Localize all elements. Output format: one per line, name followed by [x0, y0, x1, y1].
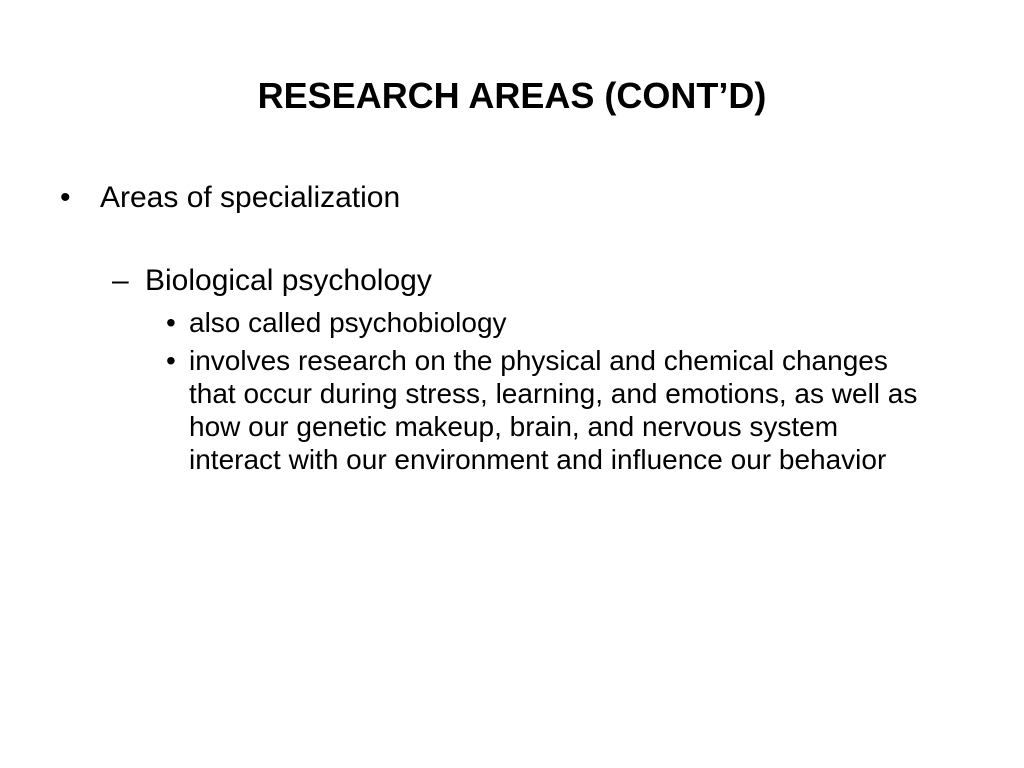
detail-bullet-list: [166, 306, 926, 481]
detail-bullet-text: also called psychobiology: [189, 307, 507, 338]
bullet-marker: •: [60, 181, 71, 214]
slide-title: RESEARCH AREAS (CONT’D): [257, 75, 767, 116]
bullet-areas-of-specialization: [60, 178, 960, 218]
detail-bullet-psychobiology: [166, 306, 926, 339]
dash-marker: –: [112, 264, 129, 297]
bullet-text: Areas of specialization: [100, 181, 401, 214]
bullet-marker: •: [166, 307, 176, 338]
detail-bullet-text: involves research on the physical and chemical changes that occur during stress, learning, and emotions, as well as how our genetic makeup, brain, and nervous system interact with our environment and influence our behavior: [189, 345, 918, 475]
bullet-marker: •: [166, 345, 176, 376]
sub-bullet-biological-psychology: [112, 261, 952, 301]
detail-bullet-research-description: [166, 344, 926, 476]
sub-bullet-text: Biological psychology: [145, 264, 432, 297]
